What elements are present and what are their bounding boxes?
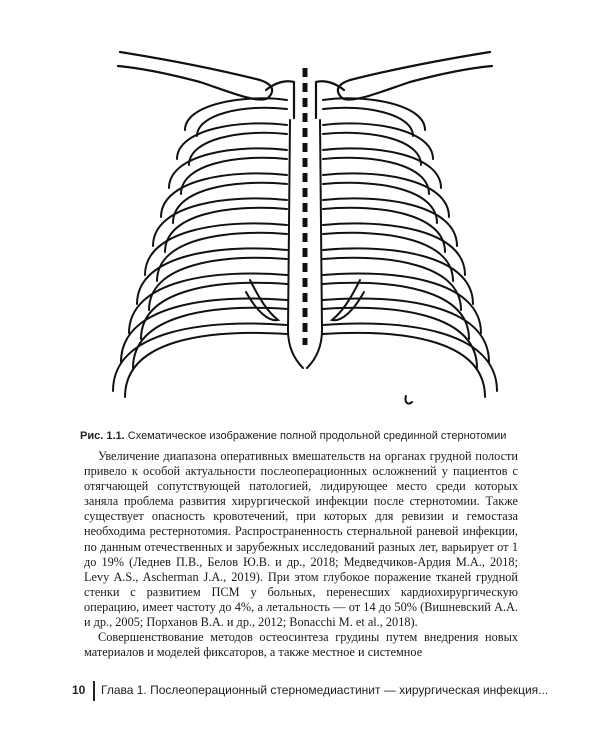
page-number: 10 <box>72 683 86 697</box>
right-clavicle <box>338 52 492 100</box>
page-footer <box>72 681 549 701</box>
rib-left-4-lower-edge <box>173 183 287 223</box>
figure-caption <box>80 430 540 442</box>
sternotomy-illustration <box>90 30 520 420</box>
left-clavicle <box>118 52 272 100</box>
figure-label: Рис. 1.1. <box>80 430 125 442</box>
body-text <box>84 449 518 660</box>
rib-left-1-lower-edge <box>197 108 287 136</box>
rib-right-3-lower-edge <box>323 158 429 194</box>
ribcage-drawing <box>90 30 520 420</box>
running-title: Глава 1. Послеоперационный стерномедиастинит — хирургическая инфекция... <box>101 683 549 697</box>
rib-right-10-lower-edge <box>323 333 485 397</box>
rib-left-3-lower-edge <box>181 158 287 194</box>
rib-right-4-lower-edge <box>323 183 437 223</box>
paragraph-2: Совершенствование методов остеосинтеза грудины путем внедрения новых материалов и моделей фиксаторов, а также местное и системное <box>84 630 518 660</box>
footer-divider <box>93 681 95 701</box>
paragraph-1: Увеличение диапазона оперативных вмешательств на органах грудной полости привело к особой актуальности послеоперационных осложнений у пациентов с отягчающей сопутствующей патологией, лидирующее место среди которых заняла проблема развития хирургической инфекции после стернотомии. Также существует опасность кровотечений, при которых для ревизии и гемостаза необходима рестернотомия. Распространенность стернальной раневой инфекции, по данным отечественных и зарубежных исследований разных лет, варьирует от 1 до 19% (Леднев П.В., Белов Ю.В. и др., 2018; Медведчиков-Ардия М.А., 2018; Levy A.S., Ascherman J.A., 2019). При этом глубокое поражение тканей грудной стенки с развитием ПСМ у больных, перенесших кардиохирургическую операцию, имеет частоту до 4%, а летальность — от 14 до 50% (Вишневский А.А. и др., 2005; Порханов В.А. и др., 2012; Bonacchi M. et al., 2018). <box>84 449 518 630</box>
figure-caption-text: Схематическое изображение полной продольной срединной стернотомии <box>124 430 507 442</box>
rib-right-1-lower-edge <box>323 108 413 136</box>
rib-left-10-lower-edge <box>125 333 287 397</box>
